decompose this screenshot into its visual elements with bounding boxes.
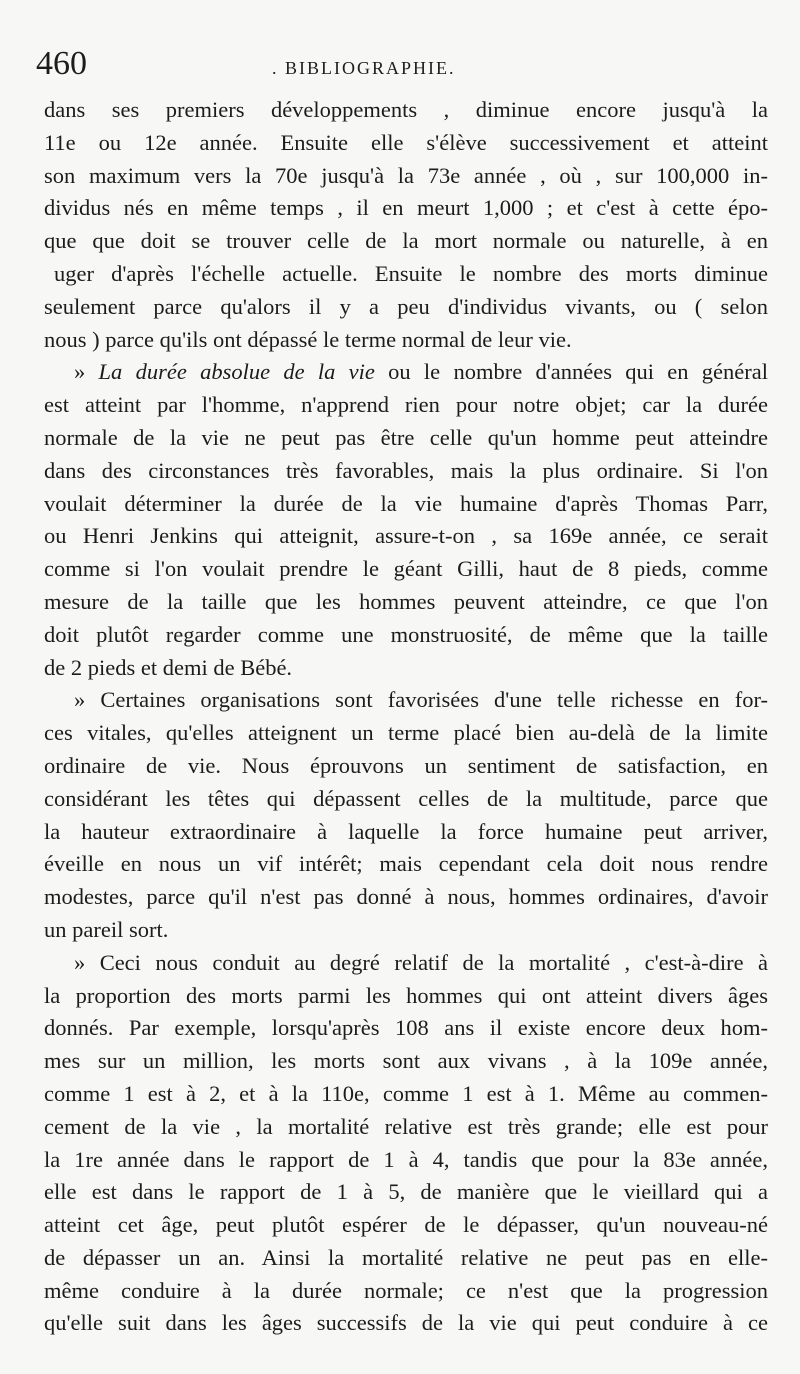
text-line: doit plutôt regarder comme une monstruosité, de même que la taille [44,621,768,647]
text-line: voulait déterminer la durée de la vie humaine d'après Thomas Parr, [44,490,768,516]
text-line: ces vitales, qu'elles atteignent un terme placé bien au-delà de la limite [44,720,768,746]
text-line: normale de la vie ne peut pas être celle qu'un homme peut atteindre [44,424,768,450]
text-line: 11e ou 12e année. Ensuite elle s'élève successivement et atteint [44,129,768,155]
text-line: donnés. Par exemple, lorsqu'après 108 ans il existe encore deux hom- [44,1015,768,1041]
text-line: » Certaines organisations sont favorisées d'une telle richesse en for- [74,687,768,713]
text-line: » Ceci nous conduit au degré relatif de la mortalité , c'est-à-dire à [74,949,768,975]
text-line: dans ses premiers développements , diminue encore jusqu'à la [44,97,768,122]
text-line: comme si l'on voulait prendre le géant Gilli, haut de 8 pieds, comme [44,556,768,582]
page-number: 460 [36,45,87,82]
text-line: éveille en nous un vif intérêt; mais cependant cela doit nous rendre [44,851,768,877]
text-line: de dépasser un an. Ainsi la mortalité relative ne peut pas en elle- [44,1244,768,1270]
text-line: la proportion des morts parmi les hommes qui ont atteint divers âges [44,982,768,1008]
text-line: qu'elle suit dans les âges successifs de la vie qui peut conduire à ce [44,1310,768,1336]
text-line: la hauteur extraordinaire à laquelle la force humaine peut arriver, [44,818,768,844]
text-line: considérant les têtes qui dépassent celles de la multitude, parce que [44,785,768,811]
text-line: cement de la vie , la mortalité relative est très grande; elle est pour [44,1113,768,1139]
page-header [0,44,800,84]
text-line: est atteint par l'homme, n'apprend rien pour notre objet; car la durée [44,392,768,418]
text-line: que que doit se trouver celle de la mort normale ou naturelle, à en [44,228,768,254]
text-line: comme 1 est à 2, et à la 110e, comme 1 est à 1. Même au commen- [44,1080,768,1106]
text-line: nous ) parce qu'ils ont dépassé le terme normal de leur vie. [44,326,572,352]
text-line: uger d'après l'échelle actuelle. Ensuite le nombre des morts diminue [54,260,768,286]
text-line: ordinaire de vie. Nous éprouvons un sentiment de satisfaction, en [44,752,768,778]
text-line: mes sur un million, les morts sont aux vivans , à la 109e année, [44,1048,768,1074]
text-line: dividus nés en même temps , il en meurt 1,000 ; et c'est à cette épo- [44,195,768,221]
text-line: un pareil sort. [44,916,169,942]
text-line: ou Henri Jenkins qui atteignit, assure-t-on , sa 169e année, ce serait [44,523,768,549]
text-line: même conduire à la durée normale; ce n'est que la progression [44,1277,768,1303]
text-line: dans des circonstances très favorables, mais la plus ordinaire. Si l'on [44,457,768,483]
text-line: » La durée absolue de la vie ou le nombre d'années qui en général [74,359,768,385]
text-line: son maximum vers la 70e jusqu'à la 73e année , où , sur 100,000 in- [44,162,768,188]
text-line: elle est dans le rapport de 1 à 5, de manière que le vieillard qui a [44,1179,768,1205]
running-head: . BIBLIOGRAPHIE. [272,58,456,78]
text-line: de 2 pieds et demi de Bébé. [44,654,293,680]
text-line: seulement parce qu'alors il y a peu d'individus vivants, ou ( selon [44,293,768,319]
text-line: modestes, parce qu'il n'est pas donné à nous, hommes ordinaires, d'avoir [44,884,768,910]
text-line: la 1re année dans le rapport de 1 à 4, tandis que pour la 83e année, [44,1146,768,1172]
body-text [44,94,768,1340]
text-line: atteint cet âge, peut plutôt espérer de le dépasser, qu'un nouveau-né [44,1212,768,1238]
text-line: mesure de la taille que les hommes peuvent atteindre, ce que l'on [44,588,768,614]
